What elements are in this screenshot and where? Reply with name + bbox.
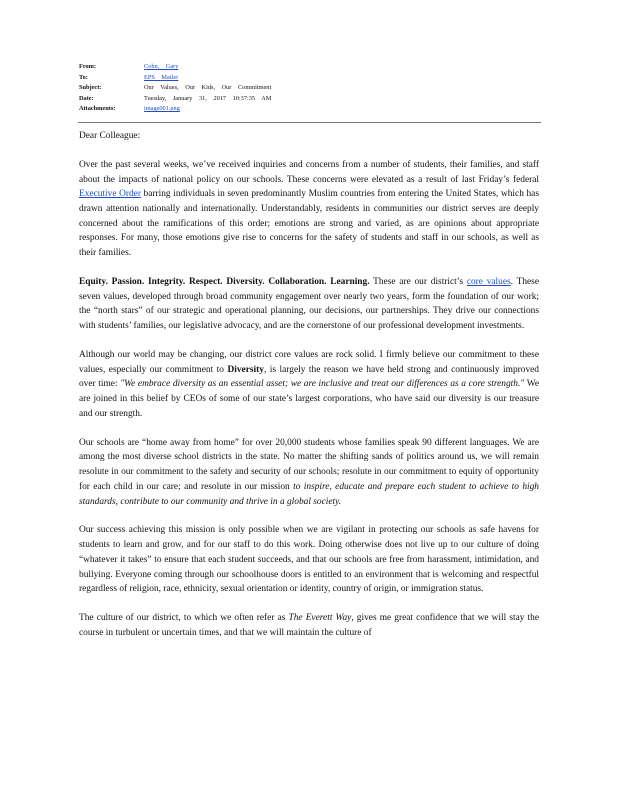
paragraph-2: Equity. Passion. Integrity. Respect. Diversity. Collaboration. Learning. These are our district’s core values. These seven values, developed through broad community engagement over nearly two years, form the foundation of our work; the “north stars” of our strategic and operational planning, our decisions, our partnerships. They drive our connections with students’ families, our legislative advocacy, and are the cornerstone of our professional development investments. — [79, 277, 539, 332]
email-header — [79, 62, 539, 115]
date-value: Tuesday, January 31, 2017 10:37:35 AM — [144, 94, 272, 102]
paragraph-6: The culture of our district, to which we often refer as The Everett Way, gives me great confidence that we will stay the course in turbulent or uncertain times, and that we will maintain the culture of — [79, 613, 540, 638]
date-row — [79, 94, 539, 105]
attachments-label: Attachments: — [79, 105, 116, 113]
header-divider — [78, 122, 541, 123]
mission-statement: to inspire, educate and prepare each student to achieve to high standards, contribute to our community and thrive in a global society. — [79, 481, 539, 507]
executive-order-link[interactable]: Executive Order — [79, 189, 141, 200]
attachments-row — [79, 104, 539, 115]
to-row — [79, 73, 539, 84]
to-value[interactable]: EPS Mailer — [144, 73, 179, 81]
attachment-link[interactable]: image001.png — [144, 105, 180, 113]
to-label: To: — [79, 73, 88, 81]
subject-row — [79, 83, 539, 94]
letter-body — [79, 129, 539, 641]
from-value[interactable]: Cohn, Gary — [144, 63, 179, 70]
paragraph-5: Our success achieving this mission is only possible when we are vigilant in protecting our schools as safe havens for students to learn and grow, and for our staff to do this work. Doing otherwise does not live up to our culture of doing “whatever it takes” to ensure that each student succeeds, and that our schools are free from harassment, intimidation, and bullying. Everyone coming through our schoolhouse doors is entitled to an environment that is welcoming and respectful regardless of religion, race, ethnicity, sexual orientation or identity, country of origin, or immigration status. — [79, 525, 539, 595]
from-row — [79, 62, 539, 73]
paragraph-4: Our schools are “home away from home” for over 20,000 students whose families speak 90 different languages. We are among the most diverse school districts in the state. No matter the shifting sands of politics around us, we will remain resolute in our commitment to the safety and security of our schools; resolute in our commitment to equity of opportunity for each child in our care; and resolute in our mission to inspire, educate and prepare each student to achieve to high standards, contribute to our community and thrive in a global society. — [79, 437, 539, 507]
subject-value: Our Values, Our Kids, Our Commitment — [144, 84, 272, 92]
paragraph-1: Over the past several weeks, we’ve received inquiries and concerns from a number of students, their families, and staff about the impacts of national policy on our schools. These concerns were elevated as a result of last Friday’s federal Executive Order barring individuals in seven predominantly Muslim countries from entering the United States, which has drawn attention nationally and internationally. Understandably, residents in communities our district serves are deeply concerned about the ramifications of this order; emotions are strong and varied, as are opinions about appropriate responses. For many, those emotions give rise to concerns for the safety of students and staff in our schools, as well as their families. — [79, 159, 539, 259]
everett-way-term: The Everett Way — [288, 613, 352, 624]
from-label: From: — [79, 63, 97, 70]
salutation: Dear Colleague: — [79, 131, 141, 141]
date-label: Date: — [79, 94, 94, 102]
core-values-link[interactable]: core values — [466, 277, 511, 287]
core-values-list: Equity. Passion. Integrity. Respect. Diversity. Collaboration. Learning. — [79, 277, 370, 287]
subject-label: Subject: — [79, 84, 102, 92]
paragraph-3: Although our world may be changing, our district core values are rock solid. I firmly believe our commitment to these values, especially our commitment to Diversity, is largely the reason we have held strong and continuously improved over time: "We embrace diversity as an essential asset; we are inclusive and treat our differences as a core strength." We are joined in this belief by CEOs of some of our state’s largest corporations, who have said our diversity is our treasure and our strength. — [79, 350, 539, 419]
diversity-term: Diversity — [227, 364, 264, 375]
diversity-quote: "We embrace diversity as an essential asset; we are inclusive and treat our differences as a core strength." — [120, 379, 525, 390]
